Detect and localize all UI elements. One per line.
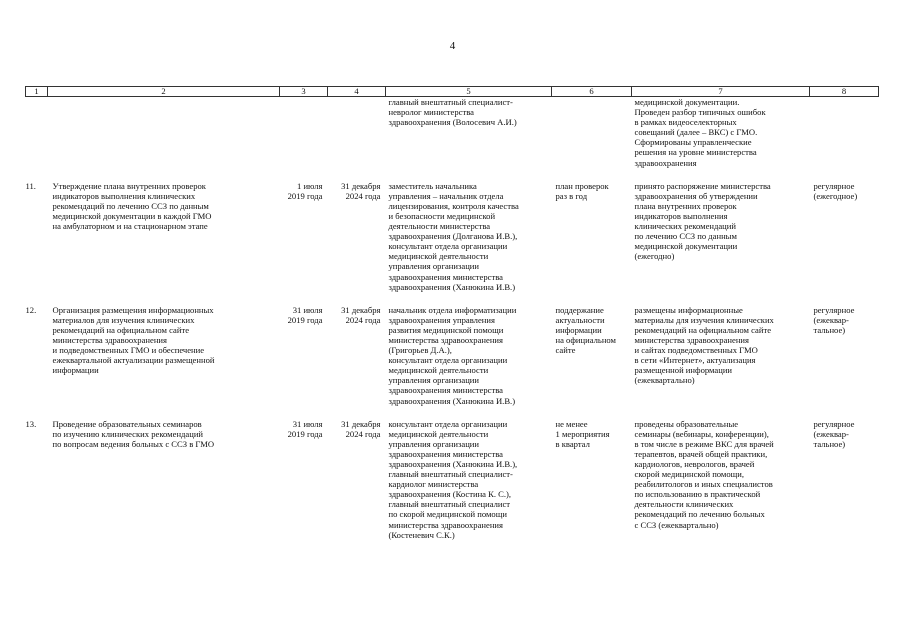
text-line: главный внештатный специалист- — [388, 469, 513, 480]
text-line: рекомендаций на официальном сайте — [634, 324, 772, 335]
responsible-cell — [386, 178, 552, 302]
text-line: раз в год — [555, 190, 588, 201]
text-line: министерства здравоохранения — [388, 334, 503, 345]
text-line: 31 декабря — [341, 304, 381, 315]
indicator-cell — [552, 416, 632, 550]
text-line: заместитель начальника — [388, 180, 477, 191]
text-line: управления – начальник отдела — [388, 190, 504, 201]
text-line: на официальном — [555, 334, 616, 345]
end-date-cell — [328, 416, 386, 550]
text-line: медицинской документации. — [634, 97, 740, 107]
text-line: (Костеневич С.К.) — [388, 529, 455, 540]
text-line: реабилитологов и иных специалистов — [634, 479, 773, 490]
text-line: по лечению ССЗ по данным — [634, 231, 737, 242]
text-line: управления организации — [388, 375, 479, 386]
text-line: министерства здравоохранения — [388, 519, 503, 530]
text-line: деятельности министерства — [388, 221, 491, 232]
text-line: здравоохранения — [634, 157, 697, 168]
text-line: тальное) — [813, 324, 846, 335]
text-line: (ежегодное) — [813, 190, 858, 201]
periodicity-cell — [810, 302, 879, 416]
text-line: рекомендаций по лечению ССЗ по данным — [52, 200, 209, 211]
text-line: управления организации — [388, 261, 479, 272]
text-line: клинических рекомендаций — [634, 221, 736, 232]
text-line: материалы для изучения клинических — [634, 314, 774, 325]
plan-table — [25, 86, 879, 550]
table-row — [26, 178, 879, 302]
text-line: здравоохранения министерства — [388, 448, 503, 459]
header-row — [26, 87, 879, 97]
text-line: 2019 года — [287, 190, 323, 201]
text-line: решения на уровне министерства — [634, 147, 757, 158]
text-line: 2024 года — [345, 428, 381, 439]
text-line: 31 июля — [292, 418, 323, 429]
text-line: размещенной информации — [634, 365, 733, 376]
text-line: консультант отдела организации — [388, 418, 508, 429]
text-line: Сформированы управленческие — [634, 137, 752, 148]
text-line: регулярное — [813, 304, 855, 315]
text-line: рекомендаций на официальном сайте — [52, 324, 190, 335]
text-line: Проведен разбор типичных ошибок — [634, 107, 766, 118]
text-line: сайте — [555, 345, 576, 356]
indicator-cell — [552, 302, 632, 416]
text-line: с ССЗ (ежеквартально) — [634, 519, 719, 530]
text-line: по скорой медицинской помощи — [388, 509, 507, 520]
text-line: министерства здравоохранения — [52, 334, 167, 345]
start-date-cell — [280, 178, 328, 302]
text-line: министерства здравоохранения — [634, 334, 749, 345]
start-date-cell — [280, 302, 328, 416]
text-line: по изучению клинических рекомендаций — [52, 428, 204, 439]
text-line: кардиолог министерства — [388, 479, 479, 490]
text-line: медицинской деятельности — [388, 365, 489, 376]
text-line: Проведение образовательных семинаров — [52, 418, 202, 429]
task-cell — [48, 178, 280, 302]
text-line: семинары (вебинары, конференции), — [634, 428, 769, 439]
text-line: медицинской документации — [634, 241, 738, 252]
text-line: регулярное — [813, 180, 855, 191]
text-line: не менее — [555, 418, 588, 429]
text-line: в рамках видеоселекторных — [634, 117, 737, 128]
text-line: и безопасности медицинской — [388, 210, 496, 221]
text-line: и подведомственных ГМО и обеспечение — [52, 345, 205, 356]
text-line: управления организации — [388, 438, 479, 449]
task-cell — [48, 302, 280, 416]
text-line: 31 декабря — [341, 180, 381, 191]
text-line: кардиологов, неврологов, врачей — [634, 459, 755, 469]
task-cell — [48, 416, 280, 550]
continuation-result — [632, 97, 810, 178]
text-line: (ежеквар- — [813, 428, 849, 439]
item-number: 13. — [25, 418, 37, 429]
text-line: (ежеквар- — [813, 314, 849, 325]
text-line: медицинской деятельности — [388, 251, 489, 262]
text-line: здравоохранения (Костина К. С.), — [388, 489, 512, 500]
text-line: рекомендаций по лечению больных — [634, 509, 765, 520]
periodicity-cell — [810, 416, 879, 550]
text-line: лицензирования, контроля качества — [388, 200, 519, 211]
item-number: 11. — [25, 180, 36, 191]
header-col-4: 4 — [328, 87, 386, 97]
text-line: материалов для изучения клинических — [52, 314, 195, 325]
text-line: план проверок — [555, 180, 609, 191]
text-line: здравоохранения министерства — [388, 385, 503, 396]
text-line: здравоохранения (Ханюкина И.В.), — [388, 459, 518, 469]
header-col-8: 8 — [810, 87, 879, 97]
responsible-cell — [386, 416, 552, 550]
page-number: 4 — [449, 40, 456, 52]
text-line: невролог министерства — [388, 107, 474, 118]
result-cell — [632, 416, 810, 550]
text-line: здравоохранения министерства — [388, 271, 503, 282]
continuation-responsible — [386, 97, 552, 178]
text-line: плана внутренних проверок — [634, 200, 737, 211]
item-number: 12. — [25, 304, 37, 315]
text-line: здравоохранения (Ханюкина И.В.) — [388, 395, 516, 406]
text-line: (ежегодно) — [634, 251, 675, 262]
text-line: и сайтах подведомственных ГМО — [634, 345, 758, 356]
text-line: ежеквартальной актуализации размещенной — [52, 355, 215, 366]
text-line: информации — [555, 324, 602, 335]
text-line: информации — [52, 365, 99, 376]
text-line: в том числе в режиме ВКС для врачей — [634, 438, 774, 449]
header-col-1: 1 — [26, 87, 48, 97]
indicator-cell — [552, 178, 632, 302]
text-line: по вопросам ведения больных с ССЗ в ГМО — [52, 438, 215, 449]
header-col-2: 2 — [48, 87, 280, 97]
text-line: (Григорьев Д.А.), — [388, 345, 452, 356]
header-col-6: 6 — [552, 87, 632, 97]
text-line: 2024 года — [345, 190, 381, 201]
text-line: здравоохранения (Волосевич А.И.) — [388, 117, 517, 128]
text-line: регулярное — [813, 418, 855, 429]
text-line: главный внештатный специалист — [388, 499, 511, 510]
text-line: консультант отдела организации — [388, 241, 508, 252]
text-line: 2019 года — [287, 428, 323, 439]
text-line: Организация размещения информационных — [52, 304, 214, 315]
start-date-cell — [280, 416, 328, 550]
text-line: на амбулаторном и на стационарном этапе — [52, 221, 208, 232]
text-line: 2024 года — [345, 314, 381, 325]
continuation-row — [26, 97, 879, 178]
text-line: совещаний (далее – ВКС) с ГМО. — [634, 127, 758, 138]
text-line: начальник отдела информатизации — [388, 304, 517, 315]
text-line: 1 июля — [297, 180, 323, 191]
text-line: индикаторов выполнения клинических — [52, 190, 196, 201]
text-line: по использованию в практической — [634, 489, 761, 500]
text-line: индикаторов выполнения — [634, 210, 728, 221]
header-col-5: 5 — [386, 87, 552, 97]
end-date-cell — [328, 302, 386, 416]
text-line: размещены информационные — [634, 304, 743, 315]
text-line: скорой медицинской помощи, — [634, 469, 745, 480]
periodicity-cell — [810, 178, 879, 302]
text-line: (ежеквартально) — [634, 375, 695, 386]
table-row — [26, 416, 879, 550]
text-line: здравоохранения об утверждении — [634, 190, 758, 201]
text-line: 1 мероприятия — [555, 428, 610, 439]
text-line: актуальности — [555, 314, 605, 325]
text-line: тальное) — [813, 438, 846, 449]
text-line: в квартал — [555, 438, 590, 449]
text-line: принято распоряжение министерства — [634, 180, 771, 191]
text-line: развития медицинской помощи — [388, 324, 504, 335]
text-line: 31 июля — [292, 304, 323, 315]
header-col-3: 3 — [280, 87, 328, 97]
text-line: в сети «Интернет», актуализация — [634, 355, 756, 366]
text-line: медицинской деятельности — [388, 428, 489, 439]
table-row — [26, 302, 879, 416]
text-line: здравоохранения управления — [388, 314, 495, 325]
text-line: здравоохранения (Долганова И.В.), — [388, 231, 518, 242]
text-line: деятельности клинических — [634, 499, 734, 510]
responsible-cell — [386, 302, 552, 416]
text-line: поддержание — [555, 304, 604, 315]
text-line: консультант отдела организации — [388, 355, 508, 366]
text-line: Утверждение плана внутренних проверок — [52, 180, 206, 191]
text-line: здравоохранения (Ханюкина И.В.) — [388, 281, 516, 292]
text-line: главный внештатный специалист- — [388, 97, 513, 107]
text-line: медицинской документации в каждой ГМО — [52, 210, 212, 221]
text-line: 31 декабря — [341, 418, 381, 429]
text-line: проведены образовательные — [634, 418, 739, 429]
text-line: терапевтов, врачей общей практики, — [634, 448, 768, 459]
header-col-7: 7 — [632, 87, 810, 97]
text-line: 2019 года — [287, 314, 323, 325]
end-date-cell — [328, 178, 386, 302]
result-cell — [632, 178, 810, 302]
result-cell — [632, 302, 810, 416]
